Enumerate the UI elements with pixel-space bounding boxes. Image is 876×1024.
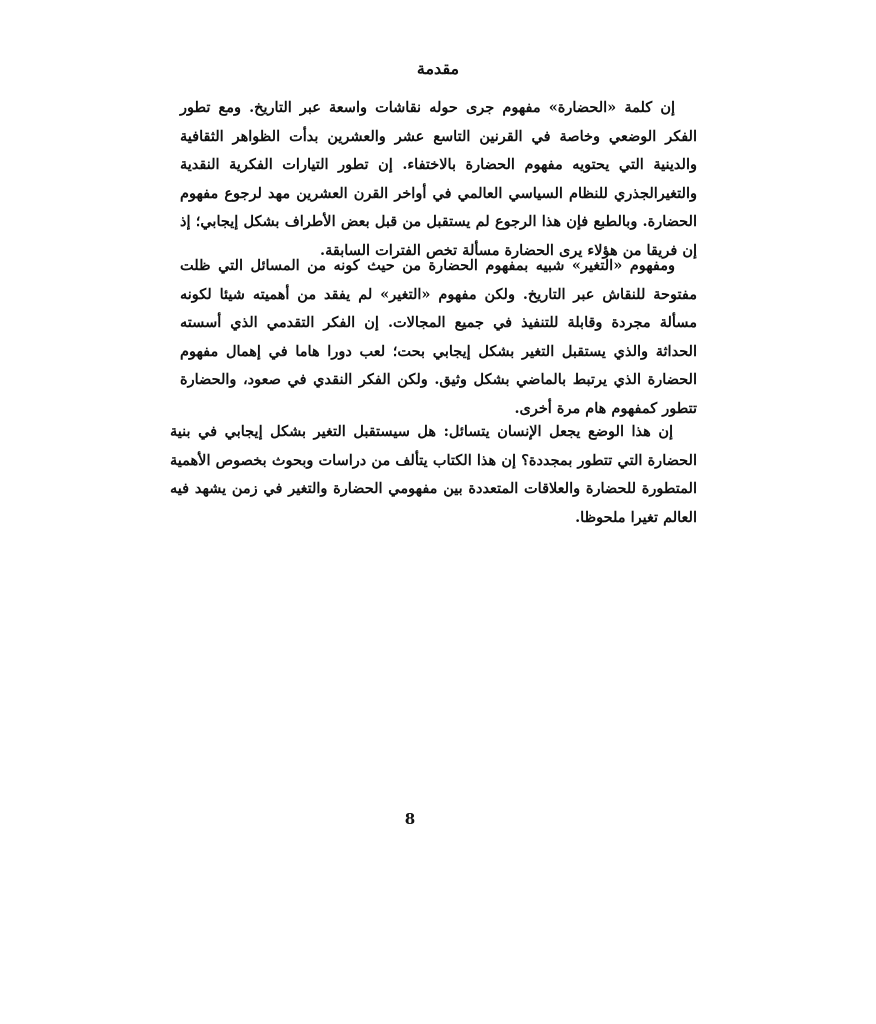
- paragraph-1: إن كلمة «الحضارة» مفهوم جرى حوله نقاشات واسعة عبر التاريخ. ومع تطور الفكر الوضعي وخاصة في القرنين التاسع عشر والعشرين بدأت الظواهر الثقافية والدينية التي يحتويه مفهوم الحضارة بالاختفاء. إن تطور التيارات الفكرية النقدية والتغيرالجذري للنظام السياسي العالمي في أواخر القرن العشرين مهد لرجوع مفهوم الحضارة. وبالطبع فإن هذا الرجوع لم يستقبل من قبل بعض الأطراف بشكل إيجابي؛ إذ إن فريقا من هؤلاء يرى الحضارة مسألة تخص الفترات السابقة.: [180, 99, 697, 259]
- paragraph-2-block: [180, 252, 697, 423]
- paragraph-1-block: [180, 94, 697, 265]
- paragraph-3: إن هذا الوضع يجعل الإنسان يتسائل: هل سيستقبل التغير بشكل إيجابي في بنية الحضارة التي تتطور بمجددة؟ إن هذا الكتاب يتألف من دراسات وبحوث بخصوص الأهمية المتطورة للحضارة والعلاقات المتعددة بين مفهومي الحضارة والتغير في زمن يشهد فيه العالم تغيرا ملحوظا.: [170, 423, 697, 526]
- paragraph-3-block: [170, 418, 697, 532]
- page-number: 8: [404, 810, 416, 828]
- page-title: مقدمة: [416, 59, 460, 78]
- paragraph-2: ومفهوم «التغير» شبيه بمفهوم الحضارة من حيث كونه من المسائل التي ظلت مفتوحة للنقاش عبر التاريخ. ولكن مفهوم «التغير» لم يفقد من أهميته شيئا لكونه مسألة مجردة وقابلة للتنفيذ في جميع المجالات. إن الفكر التقدمي الذي أسسته الحداثة والذي يستقبل التغير بشكل إيجابي بحت؛ لعب دورا هاما في إهمال مفهوم الحضارة الذي يرتبط بالماضي بشكل وثيق. ولكن الفكر النقدي في صعود، والحضارة تتطور كمفهوم هام مرة أخرى.: [180, 257, 698, 417]
